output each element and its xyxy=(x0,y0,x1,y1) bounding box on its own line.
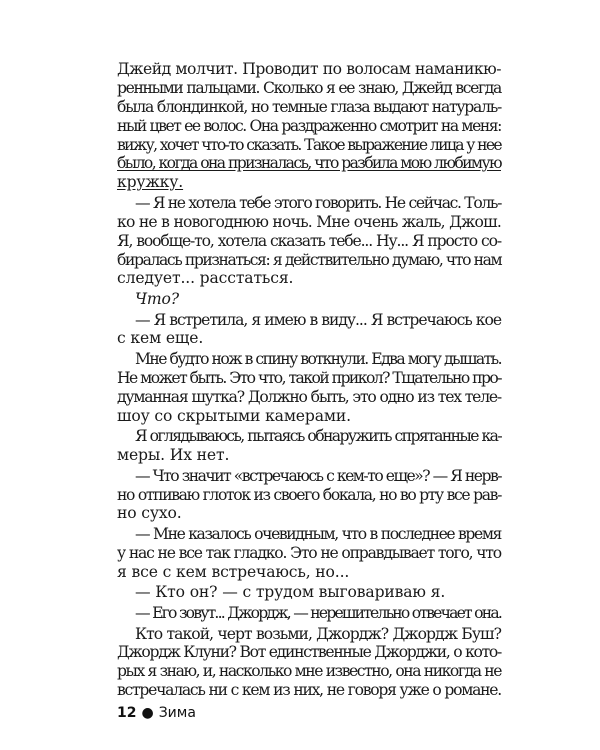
text-line: следует... расстаться. xyxy=(117,269,294,288)
text-line: но сухо. xyxy=(117,504,182,523)
text-line: я все с кем встречаюсь, но... xyxy=(117,562,350,581)
text-line: ный цвет ее волос. Она раздраженно смотрит на меня: xyxy=(117,116,501,135)
text-line: шоу со скрытыми камерами. xyxy=(117,406,351,425)
text-line: ренными пальцами. Сколько я ее знаю, Джейд всегда xyxy=(117,78,501,97)
text-line: вижу, хочет что-то сказать. Такое выражение лица у нее xyxy=(117,135,501,154)
text-line: — Мне казалось очевидным, что в последнее время xyxy=(135,525,501,543)
text-line: — Кто он? — с трудом выговариваю я. xyxy=(135,583,446,602)
text-line: встречалась ни с кем из них, не говоря уже о романе. xyxy=(117,681,501,700)
text-line: но отпиваю глоток из своего бокала, но во рту все рав- xyxy=(117,485,501,504)
text-line: Что? xyxy=(135,289,179,308)
text-line: — Я не хотела тебе этого говорить. Не сейчас. Толь- xyxy=(135,193,501,212)
text-line: была блондинкой, но темные глаза выдают натураль- xyxy=(117,97,501,116)
text-line: Кто такой, черт возьми, Джордж? Джордж Буш? xyxy=(135,624,501,643)
text-line: — Его зовут... Джордж, — нерешительно отвечает она. xyxy=(135,603,501,622)
text-line: биралась признаться: я действительно думаю, что нам xyxy=(117,250,502,269)
text-line: — Что значит «встречаюсь с кем-то еще»? — Я нерв- xyxy=(135,466,501,485)
text-line: ко не в новогоднюю ночь. Мне очень жаль, Джош. xyxy=(117,212,501,231)
text-line: рых я знаю, и, насколько мне известно, она никогда не xyxy=(117,662,501,681)
text-line: думанная шутка? Должно быть, это одно из тех теле- xyxy=(117,387,501,406)
text-line: Мне будто нож в спину воткнули. Едва могу дышать. xyxy=(135,350,501,368)
text-line: у нас не все так гладко. Это не оправдывает того, что xyxy=(117,543,501,562)
text-line: меры. Их нет. xyxy=(117,446,230,465)
bullet-icon: ● xyxy=(141,705,154,721)
section-title: Зима xyxy=(158,705,196,721)
text-line: было, когда она призналась, что разбила мою любимую xyxy=(117,154,501,173)
page-footer xyxy=(117,703,196,723)
text-line: с кем еще. xyxy=(117,329,204,348)
text-line: кружку. xyxy=(117,173,184,192)
text-line: Джордж Клуни? Вот единственные Джорджи, о кото- xyxy=(117,643,501,662)
text-line: Не может быть. Это что, такой прикол? Тщательно про- xyxy=(117,368,501,387)
text-line: Я оглядываюсь, пытаясь обнаружить спрятанные ка- xyxy=(135,427,501,446)
text-line: Я, вообще-то, хотела сказать тебе... Ну... Я просто со- xyxy=(117,231,501,250)
text-line: — Я встретила, я имею в виду... Я встречаюсь кое xyxy=(135,310,501,329)
page-number: 12 xyxy=(117,705,137,721)
text-line: Джейд молчит. Проводит по волосам наманикю- xyxy=(117,60,501,78)
